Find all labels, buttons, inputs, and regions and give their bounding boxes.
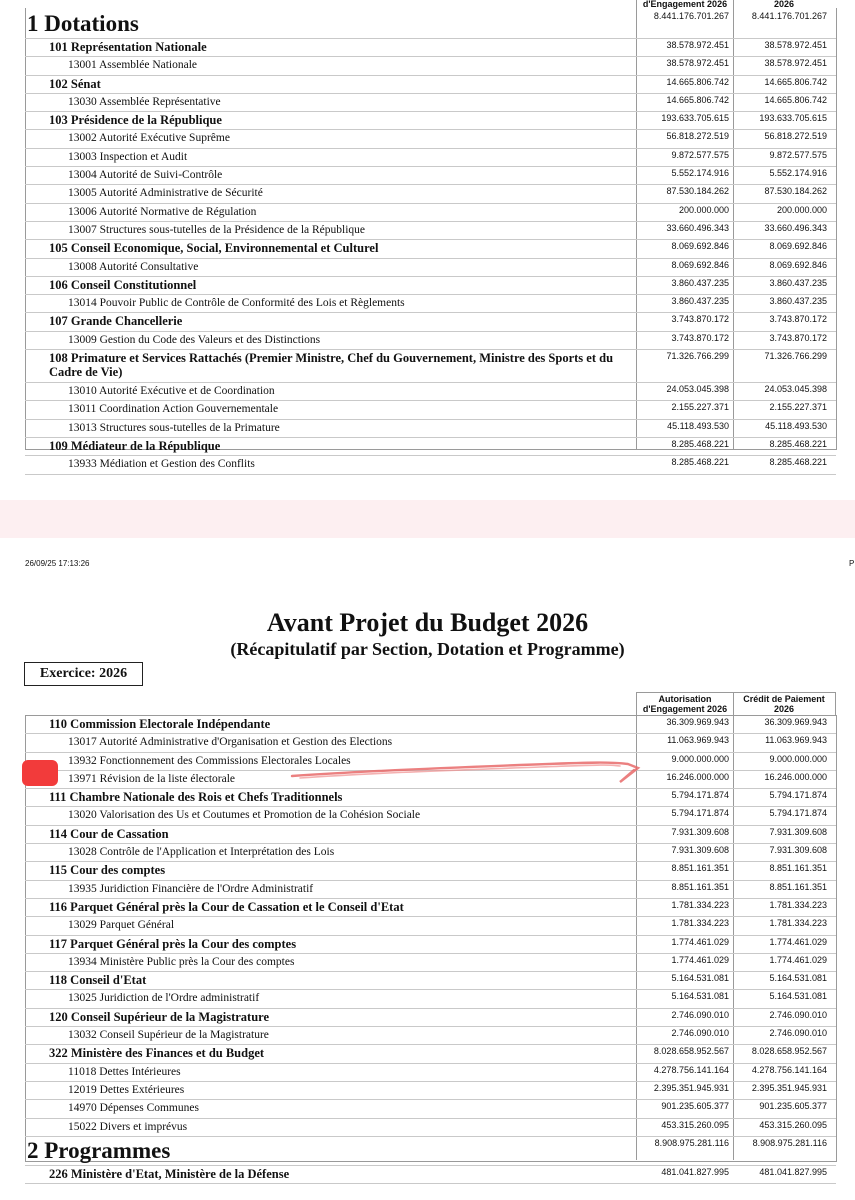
red-hand-underline [290,756,650,790]
credit-paiement-value: 9.000.000.000 [769,753,827,764]
program-row [25,734,836,752]
autorisation-engagement-value: 16.246.000.000 [666,771,729,782]
row-label: 103 Présidence de la République [49,113,222,128]
row-label: 118 Conseil d'Etat [49,973,147,988]
row-label: 13028 Contrôle de l'Application et Interprétation des Lois [68,846,335,859]
autorisation-engagement-value: 8.285.468.221 [671,457,729,468]
credit-paiement-value: 8.069.692.846 [769,241,827,252]
row-label: 111 Chambre Nationale des Rois et Chefs Traditionnels [49,790,343,805]
autorisation-engagement-value: 3.743.870.172 [671,332,729,343]
autorisation-engagement-value: 87.530.184.262 [666,186,729,197]
program-row [25,185,836,203]
autorisation-engagement-value: 14.665.806.742 [666,76,729,87]
dotation-heading-row [25,1137,836,1166]
section-row [25,39,836,57]
section-row [25,826,836,844]
row-label: 13932 Fonctionnement des Commissions Electorales Locales [68,754,351,767]
autorisation-engagement-value: 24.053.045.398 [666,384,729,395]
credit-paiement-value: 14.665.806.742 [764,76,827,87]
section-row [25,936,836,954]
page1-rows [25,10,836,475]
program-row [25,222,836,240]
autorisation-engagement-value: 8.285.468.221 [671,438,729,449]
row-label: 13006 Autorité Normative de Régulation [68,205,257,218]
page1-col-header-right: 2026 [773,0,795,9]
row-label: 109 Médiateur de la République [49,438,221,453]
row-label: 13971 Révision de la liste électorale [68,772,236,785]
section-row [25,1045,836,1063]
row-label: 13001 Assemblée Nationale [68,59,198,72]
section-row [25,112,836,130]
row-label: 114 Cour de Cassation [49,826,169,841]
row-label: 120 Conseil Supérieur de la Magistrature [49,1009,270,1024]
autorisation-engagement-value: 14.665.806.742 [666,94,729,105]
credit-paiement-value: 56.818.272.519 [764,131,827,142]
row-label: 15022 Divers et imprévus [68,1120,188,1133]
program-row [25,1119,836,1137]
autorisation-engagement-value: 2.746.090.010 [671,1009,729,1020]
row-label: 108 Primature et Services Rattachés (Premier Ministre, Chef du Gouvernement, Ministre des Sports et du [49,351,614,366]
program-row [25,990,836,1008]
section-row [25,1166,836,1184]
credit-paiement-value: 36.309.969.943 [764,717,827,727]
credit-paiement-value: 901.235.605.377 [759,1101,827,1112]
credit-paiement-value: 8.285.468.221 [769,457,827,468]
credit-paiement-value: 7.931.309.608 [769,845,827,856]
program-row [25,332,836,350]
row-label: 116 Parquet Général près la Cour de Cassation et le Conseil d'Etat [49,899,404,914]
section-row [25,350,836,383]
section-row [25,1009,836,1027]
row-label: 1 Dotations [27,11,139,36]
credit-paiement-value: 3.860.437.235 [769,277,827,288]
section-row [25,438,836,456]
program-row [25,94,836,112]
credit-paiement-value: 8.908.975.281.116 [752,1137,827,1148]
row-label: 13014 Pouvoir Public de Contrôle de Conformité des Lois et Règlements [68,297,405,310]
row-label: 13029 Parquet Général [68,919,175,932]
program-row [25,881,836,899]
exercice-box: Exercice: 2026 [24,662,143,686]
autorisation-engagement-value: 193.633.705.615 [661,113,729,124]
row-label: 13935 Juridiction Financière de l'Ordre Administratif [68,882,314,895]
row-label: 13934 Ministère Public près la Cour des comptes [68,955,295,968]
program-row [25,420,836,438]
program-row [25,167,836,185]
credit-paiement-value: 87.530.184.262 [764,186,827,197]
page-edge-letter: P [849,559,855,568]
autorisation-engagement-value: 7.931.309.608 [671,826,729,837]
credit-paiement-value: 45.118.493.530 [765,420,827,431]
autorisation-engagement-value: 481.041.827.995 [661,1166,729,1177]
row-label: 322 Ministère des Finances et du Budget [49,1046,265,1061]
row-label: 115 Cour des comptes [49,863,166,878]
autorisation-engagement-value: 45.118.493.530 [667,420,729,431]
autorisation-engagement-value: 1.774.461.029 [671,954,729,965]
credit-paiement-value: 193.633.705.615 [759,113,827,124]
row-label: 13010 Autorité Exécutive et de Coordination [68,385,275,398]
row-label: 102 Sénat [49,76,101,91]
page2-col-header-left-1: Autorisation [658,694,712,704]
section-row [25,899,836,917]
row-label: 110 Commission Electorale Indépendante [49,717,271,731]
autorisation-engagement-value: 2.395.351.945.931 [653,1082,729,1093]
row-label: 13025 Juridiction de l'Ordre administratif [68,992,260,1005]
credit-paiement-value: 2.395.351.945.931 [751,1082,827,1093]
row-label: 13017 Autorité Administrative d'Organisation et Gestion des Elections [68,736,393,749]
print-timestamp: 26/09/25 17:13:26 [25,559,90,568]
credit-paiement-value: 71.326.766.299 [764,351,827,362]
row-label: 106 Conseil Constitutionnel [49,277,197,292]
program-row [25,259,836,277]
row-label: 13009 Gestion du Code des Valeurs et des Distinctions [68,333,321,346]
row-label: 13005 Autorité Administrative de Sécurité [68,187,263,200]
credit-paiement-value: 1.781.334.223 [769,899,827,910]
autorisation-engagement-value: 8.851.161.351 [671,881,729,892]
section-row [25,240,836,258]
autorisation-engagement-value: 11.063.969.943 [667,735,729,746]
credit-paiement-value: 8.028.658.952.567 [751,1046,827,1057]
autorisation-engagement-value: 4.278.756.141.164 [653,1064,729,1075]
credit-paiement-value: 38.578.972.451 [764,58,827,69]
autorisation-engagement-value: 38.578.972.451 [666,58,729,69]
program-row [25,807,836,825]
autorisation-engagement-value: 3.743.870.172 [671,314,729,325]
program-row [25,57,836,75]
credit-paiement-value: 7.931.309.608 [769,826,827,837]
program-row [25,383,836,401]
autorisation-engagement-value: 5.164.531.081 [671,991,729,1002]
credit-paiement-value: 14.665.806.742 [764,94,827,105]
autorisation-engagement-value: 2.155.227.371 [671,402,729,413]
credit-paiement-value: 8.285.468.221 [769,438,827,449]
page2-col-header-left-2: d'Engagement 2026 [642,704,728,714]
section-row [25,313,836,331]
credit-paiement-value: 4.278.756.141.164 [751,1064,827,1075]
autorisation-engagement-value: 1.774.461.029 [671,936,729,947]
row-label: 105 Conseil Economique, Social, Environnemental et Culturel [49,241,379,256]
program-row [25,204,836,222]
row-label: 13013 Structures sous-tutelles de la Primature [68,421,280,434]
row-label: 13030 Assemblée Représentative [68,95,221,108]
section-row [25,789,836,807]
page-1 [0,0,855,500]
autorisation-engagement-value: 5.794.171.874 [671,808,729,819]
autorisation-engagement-value: 38.578.972.451 [666,40,729,50]
credit-paiement-value: 5.164.531.081 [769,991,827,1002]
credit-paiement-value: 3.743.870.172 [769,314,827,325]
autorisation-engagement-value: 5.552.174.916 [671,168,729,179]
autorisation-engagement-value: 1.781.334.223 [671,918,729,929]
autorisation-engagement-value: 5.164.531.081 [671,973,729,984]
autorisation-engagement-value: 3.860.437.235 [671,277,729,288]
autorisation-engagement-value: 8.441.176.701.267 [653,11,729,21]
row-label: 117 Parquet Général près la Cour des comptes [49,936,297,951]
credit-paiement-value: 1.781.334.223 [769,918,827,929]
page-separator [0,500,855,538]
program-row [25,1082,836,1100]
autorisation-engagement-value: 8.028.658.952.567 [653,1046,729,1057]
row-label: 11018 Dettes Intérieures [68,1065,181,1078]
credit-paiement-value: 5.552.174.916 [769,168,827,179]
row-label-continued: Cadre de Vie) [49,365,123,380]
section-row [25,862,836,880]
credit-paiement-value: 9.872.577.575 [769,149,827,160]
autorisation-engagement-value: 200.000.000 [678,204,729,215]
autorisation-engagement-value: 9.872.577.575 [671,149,729,160]
autorisation-engagement-value: 8.069.692.846 [671,259,729,270]
autorisation-engagement-value: 36.309.969.943 [666,717,729,727]
credit-paiement-value: 5.794.171.874 [769,808,827,819]
credit-paiement-value: 2.746.090.010 [769,1009,827,1020]
row-label: 13933 Médiation et Gestion des Conflits [68,458,255,471]
autorisation-engagement-value: 71.326.766.299 [666,351,729,362]
section-row [25,972,836,990]
document-title: Avant Projet du Budget 2026 [266,608,589,637]
credit-paiement-value: 8.851.161.351 [769,881,827,892]
credit-paiement-value: 3.743.870.172 [769,332,827,343]
credit-paiement-value: 200.000.000 [776,204,827,215]
row-label: 12019 Dettes Extérieures [68,1083,185,1096]
autorisation-engagement-value: 56.818.272.519 [666,131,729,142]
credit-paiement-value: 38.578.972.451 [764,40,827,50]
program-row [25,401,836,419]
row-label: 13003 Inspection et Audit [68,150,188,163]
row-label: 13008 Autorité Consultative [68,260,199,273]
page1-col-header-left: d'Engagement 2026 [642,0,728,9]
credit-paiement-value: 453.315.260.095 [759,1119,827,1130]
row-label: 13004 Autorité de Suivi-Contrôle [68,169,223,182]
autorisation-engagement-value: 8.908.975.281.116 [654,1137,729,1148]
program-row [25,149,836,167]
red-annotation-marker [22,760,58,786]
program-row [25,1027,836,1045]
section-row [25,76,836,94]
credit-paiement-value: 8.441.176.701.267 [751,11,827,21]
row-label: 13007 Structures sous-tutelles de la Présidence de la République [68,223,366,236]
row-label: 13002 Autorité Exécutive Suprême [68,132,230,145]
credit-paiement-value: 2.155.227.371 [769,402,827,413]
row-label: 101 Représentation Nationale [49,40,207,54]
autorisation-engagement-value: 1.781.334.223 [671,899,729,910]
row-label: 2 Programmes [27,1137,171,1163]
autorisation-engagement-value: 453.315.260.095 [661,1119,729,1130]
credit-paiement-value: 8.851.161.351 [769,863,827,874]
autorisation-engagement-value: 901.235.605.377 [661,1101,729,1112]
credit-paiement-value: 2.746.090.010 [769,1028,827,1039]
autorisation-engagement-value: 3.860.437.235 [671,296,729,307]
autorisation-engagement-value: 2.746.090.010 [671,1028,729,1039]
credit-paiement-value: 8.069.692.846 [769,259,827,270]
document-subtitle: (Récapitulatif par Section, Dotation et Programme) [230,639,625,659]
autorisation-engagement-value: 33.660.496.343 [666,222,729,233]
program-row [25,954,836,972]
credit-paiement-value: 5.794.171.874 [769,790,827,801]
credit-paiement-value: 16.246.000.000 [764,771,827,782]
credit-paiement-value: 1.774.461.029 [769,954,827,965]
credit-paiement-value: 11.063.969.943 [765,735,827,746]
autorisation-engagement-value: 9.000.000.000 [671,753,729,764]
autorisation-engagement-value: 8.851.161.351 [671,863,729,874]
credit-paiement-value: 3.860.437.235 [769,296,827,307]
section-row [25,716,836,734]
row-label: 14970 Dépenses Communes [68,1102,199,1115]
row-label: 226 Ministère d'Etat, Ministère de la Défense [49,1166,290,1181]
autorisation-engagement-value: 8.069.692.846 [671,241,729,252]
program-row [25,456,836,474]
program-row [25,295,836,313]
row-label: 13032 Conseil Supérieur de la Magistrature [68,1029,269,1042]
autorisation-engagement-value: 5.794.171.874 [671,790,729,801]
credit-paiement-value: 1.774.461.029 [769,936,827,947]
program-row [25,917,836,935]
credit-paiement-value: 33.660.496.343 [764,222,827,233]
credit-paiement-value: 24.053.045.398 [764,384,827,395]
program-row [25,844,836,862]
row-label: 13020 Valorisation des Us et Coutumes et Promotion de la Cohésion Sociale [68,809,421,822]
autorisation-engagement-value: 7.931.309.608 [671,845,729,856]
credit-paiement-value: 5.164.531.081 [769,973,827,984]
program-row [25,130,836,148]
row-label: 107 Grande Chancellerie [49,314,183,329]
page2-col-header-right-2: 2026 [773,704,795,714]
credit-paiement-value: 481.041.827.995 [759,1166,827,1177]
program-row [25,1064,836,1082]
page2-col-header-right-1: Crédit de Paiement [743,694,825,704]
section-row [25,277,836,295]
program-row [25,1100,836,1118]
row-label: 13011 Coordination Action Gouvernementale [68,403,279,416]
dotation-heading-row [25,10,836,39]
